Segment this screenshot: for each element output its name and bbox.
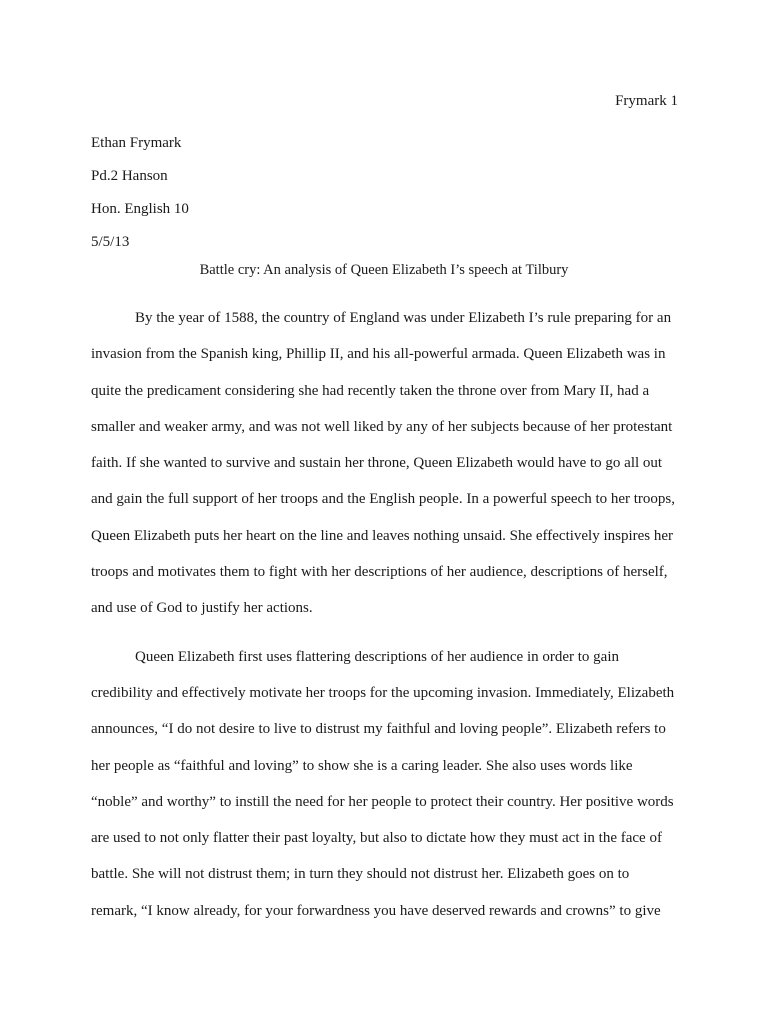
text-line: troops and motivates them to fight with her descriptions of her audience, descriptions of herself, (91, 564, 668, 581)
text-line: By the year of 1588, the country of England was under Elizabeth I’s rule preparing for an (135, 310, 672, 326)
paragraph-2 (91, 639, 681, 929)
mla-heading (91, 127, 691, 259)
text-line: announces, “I do not desire to live to distrust my faithful and loving people”. Elizabeth refers to (91, 721, 666, 738)
text-line: battle. She will not distrust them; in turn they should not distrust her. Elizabeth goes on to (91, 866, 630, 883)
text-line: smaller and weaker army, and was not well liked by any of her subjects because of her protestant (91, 418, 673, 435)
text-line: invasion from the Spanish king, Phillip II, and his all-powerful armada. Queen Elizabeth was in (91, 346, 666, 363)
text-line: and gain the full support of her troops and the English people. In a powerful speech to her troops, (91, 491, 676, 508)
author-name: Ethan Frymark (91, 135, 182, 151)
page-number: Frymark 1 (615, 93, 678, 109)
text-line: Queen Elizabeth puts her heart on the line and leaves nothing unsaid. She effectively inspires her (91, 527, 674, 544)
teacher-period: Pd.2 Hanson (91, 168, 168, 184)
essay-title: Battle cry: An analysis of Queen Elizabeth I’s speech at Tilbury (199, 262, 569, 278)
text-line: are used to not only flatter their past loyalty, but also to dictate how they must act in the face of (91, 830, 662, 847)
text-line: credibility and effectively motivate her troops for the upcoming invasion. Immediately, Elizabeth (91, 684, 675, 701)
paragraph-1 (91, 300, 681, 627)
text-line: “noble” and worthy” to instill the need for her people to protect their country. Her positive words (91, 793, 674, 810)
text-line: faith. If she wanted to survive and sustain her throne, Queen Elizabeth would have to go all out (91, 455, 663, 472)
text-line: and use of God to justify her actions. (91, 600, 313, 617)
text-line: quite the predicament considering she had recently taken the throne over from Mary II, had a (91, 382, 650, 399)
text-line: Queen Elizabeth first uses flattering descriptions of her audience in order to gain (135, 648, 619, 665)
text-line: her people as “faithful and loving” to show she is a caring leader. She also uses words like (91, 757, 633, 774)
date: 5/5/13 (91, 234, 130, 250)
text-line: remark, “I know already, for your forwardness you have deserved rewards and crowns” to give (91, 902, 661, 919)
course-name: Hon. English 10 (91, 201, 189, 217)
essay-body (91, 300, 681, 929)
